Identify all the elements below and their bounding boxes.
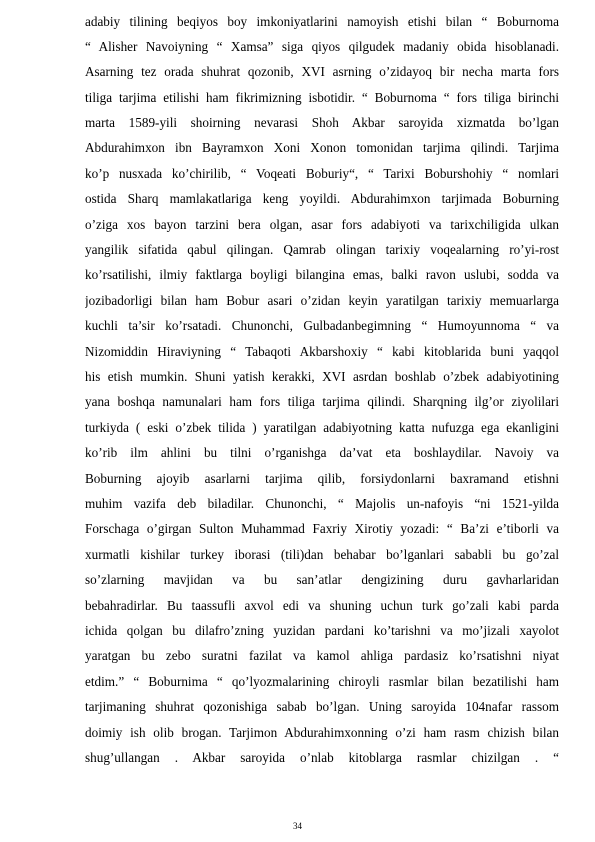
text-line: ko’p nusxada ko’chirilib, “ Voqeati Boburiy“, “ Tarixi Boburshohiy “ nomlari — [85, 166, 559, 181]
text-line: Boburning ajoyib asarlarni tarjima qilib, forsiydonlarni baxramand etishni — [85, 471, 559, 486]
text-line: ko’rib ilm ahlini bu tilni o’rganishga da’vat eta boshlaydilar. Navoiy va — [85, 445, 559, 460]
text-line: yaratgan bu zebo suratni fazilat va kamol ahliga pardasiz ko’rsatishni niyat — [85, 648, 559, 663]
text-line: doimiy ish olib brogan. Tarjimon Abdurahimxonning o’zi ham rasm chizish bilan — [85, 725, 559, 740]
text-line: his etish mumkin. Shuni yatish kerakki, XVI asrdan boshlab o’zbek adabiyotining — [85, 369, 559, 384]
text-line: o’ziga xos bayon tarzini bera olgan, asar fors adabiyoti va tarixchiligida ulkan — [85, 217, 559, 232]
text-line: Forschaga o’girgan Sulton Muhammad Faxriy Xirotiy yozadi: “ Ba’zi e’tiborli va — [85, 521, 559, 536]
page-number: 34 — [293, 821, 302, 831]
text-line: Asarning tez orada shuhrat qozonib, XVI asrning o’zidayoq bir necha marta fors — [85, 64, 559, 79]
text-line: Abdurahimxon ibn Bayramxon Xoni Xonon tomonidan tarjima qilindi. Tarjima — [85, 140, 559, 155]
text-line: “ Alisher Navoiyning “ Xamsa” siga qiyos qilgudek madaniy obida hisoblanadi. — [85, 39, 559, 54]
text-line: jozibadorligi bilan ham Bobur asari o’zidan keyin yaratilgan tarixiy memuarlarga — [85, 293, 559, 308]
text-line: kuchli ta’sir ko’rsatadi. Chunonchi, Gulbadanbegimning “ Humoyunnoma “ va — [85, 318, 559, 333]
text-line: ko’rsatilishi, ilmiy faktlarga boyligi bilangina emas, balki ravon uslubi, sodda va — [85, 267, 559, 282]
text-line: yangilik sifatida qabul qilingan. Qamrab olingan tarixiy voqealarning ro’yi-rost — [85, 242, 559, 257]
text-line: Nizomiddin Hiraviyning “ Tabaqoti Akbarshoxiy “ kabi kitoblarida buni yaqqol — [85, 344, 559, 359]
text-line: ostida Sharq mamlakatlariga keng yoyildi. Abdurahimxon tarjimada Boburning — [85, 191, 559, 206]
text-line: tarjimaning shuhrat qozonishiga sabab bo’lgan. Uning saroyida 104nafar rassom — [85, 699, 559, 714]
text-line: shug’ullangan . Akbar saroyida o’nlab kitoblarga rasmlar chizilgan . “ — [85, 750, 559, 765]
text-line: adabiy tilining beqiyos boy imkoniyatlarini namoyish etishi bilan “ Boburnoma — [85, 14, 559, 29]
text-line: marta 1589-yili shoirning nevarasi Shoh Akbar saroyida xizmatda bo’lgan — [85, 115, 559, 130]
text-line: muhim vazifa deb biladilar. Chunonchi, “ Majolis un-nafoyis “ni 1521-yilda — [85, 496, 559, 511]
text-line: yana boshqa namunalari ham fors tiliga tarjima qilindi. Sharqning ilg’or ziyolilari — [85, 394, 559, 409]
text-line: ichida qolgan bu dilafro’zning yuzidan pardani ko’tarishni va mo’jizali xayolot — [85, 623, 559, 638]
text-line: etdim.” “ Boburnima “ qo’lyozmalarining chiroyli rasmlar bilan bezatilishi ham — [85, 674, 559, 689]
text-line: turkiyda ( eski o’zbek tilida ) yaratilgan adabiyotning katta nufuzga ega ekanligini — [85, 420, 559, 435]
text-line: tiliga tarjima etilishi ham fikrimizning isbotidir. “ Boburnoma “ fors tiliga birinchi — [85, 90, 559, 105]
text-line: so’zlarning mavjidan va bu san’atlar dengizining duru gavharlaridan — [85, 572, 559, 587]
text-line: bebahradirlar. Bu taassufli axvol edi va shuning uchun turk go’zali kabi parda — [85, 598, 559, 613]
text-line: xurmatli kishilar turkey iborasi (tili)dan behabar bo’lganlari sababli bu go’zal — [85, 547, 559, 562]
